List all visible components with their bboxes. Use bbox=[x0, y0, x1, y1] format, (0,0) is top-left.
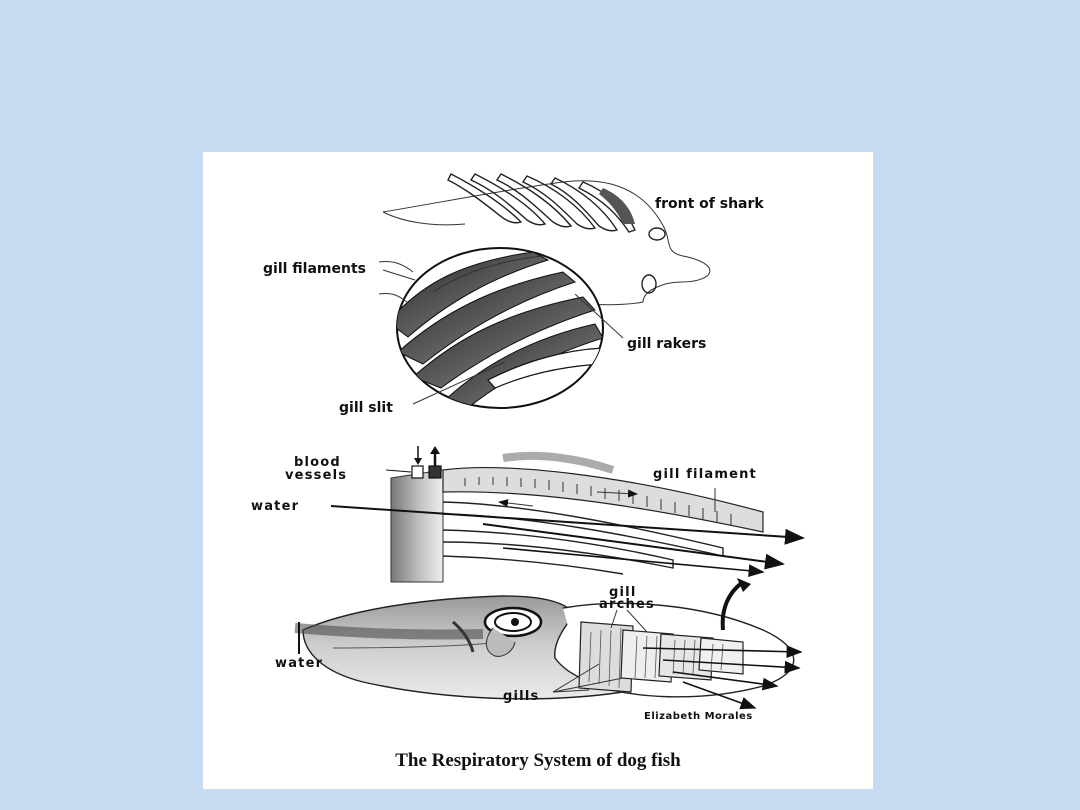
gill-slits-exterior bbox=[448, 174, 635, 232]
label-gill-slit: gill slit bbox=[339, 400, 393, 416]
label-blood: blood bbox=[294, 455, 341, 470]
fish-head-icon bbox=[295, 578, 801, 708]
label-vessels: vessels bbox=[285, 468, 348, 483]
gill-magnifier bbox=[379, 248, 603, 410]
respiratory-diagram bbox=[203, 152, 873, 752]
label-gill-filaments: gill filaments bbox=[263, 261, 366, 277]
label-gills: gills bbox=[503, 689, 540, 704]
label-artist-credit: Elizabeth Morales bbox=[644, 711, 753, 722]
mouth-openings bbox=[642, 228, 665, 293]
water-flow-arrow-2 bbox=[483, 524, 783, 564]
figure-panel bbox=[203, 152, 873, 789]
figure-caption: The Respiratory System of dog fish bbox=[395, 750, 681, 771]
arrow-down-icon bbox=[414, 446, 422, 465]
label-front-of-shark: front of shark bbox=[655, 196, 764, 212]
label-gill: gill bbox=[609, 585, 637, 600]
arrow-up-icon bbox=[430, 446, 440, 466]
label-gill-rakers: gill rakers bbox=[627, 336, 707, 352]
label-arches: arches bbox=[599, 597, 655, 612]
label-water-top: water bbox=[251, 499, 300, 514]
blood-vessel-icons bbox=[386, 446, 441, 478]
label-water-bottom: water bbox=[275, 656, 324, 671]
label-gill-filament: gill filament bbox=[653, 467, 757, 482]
